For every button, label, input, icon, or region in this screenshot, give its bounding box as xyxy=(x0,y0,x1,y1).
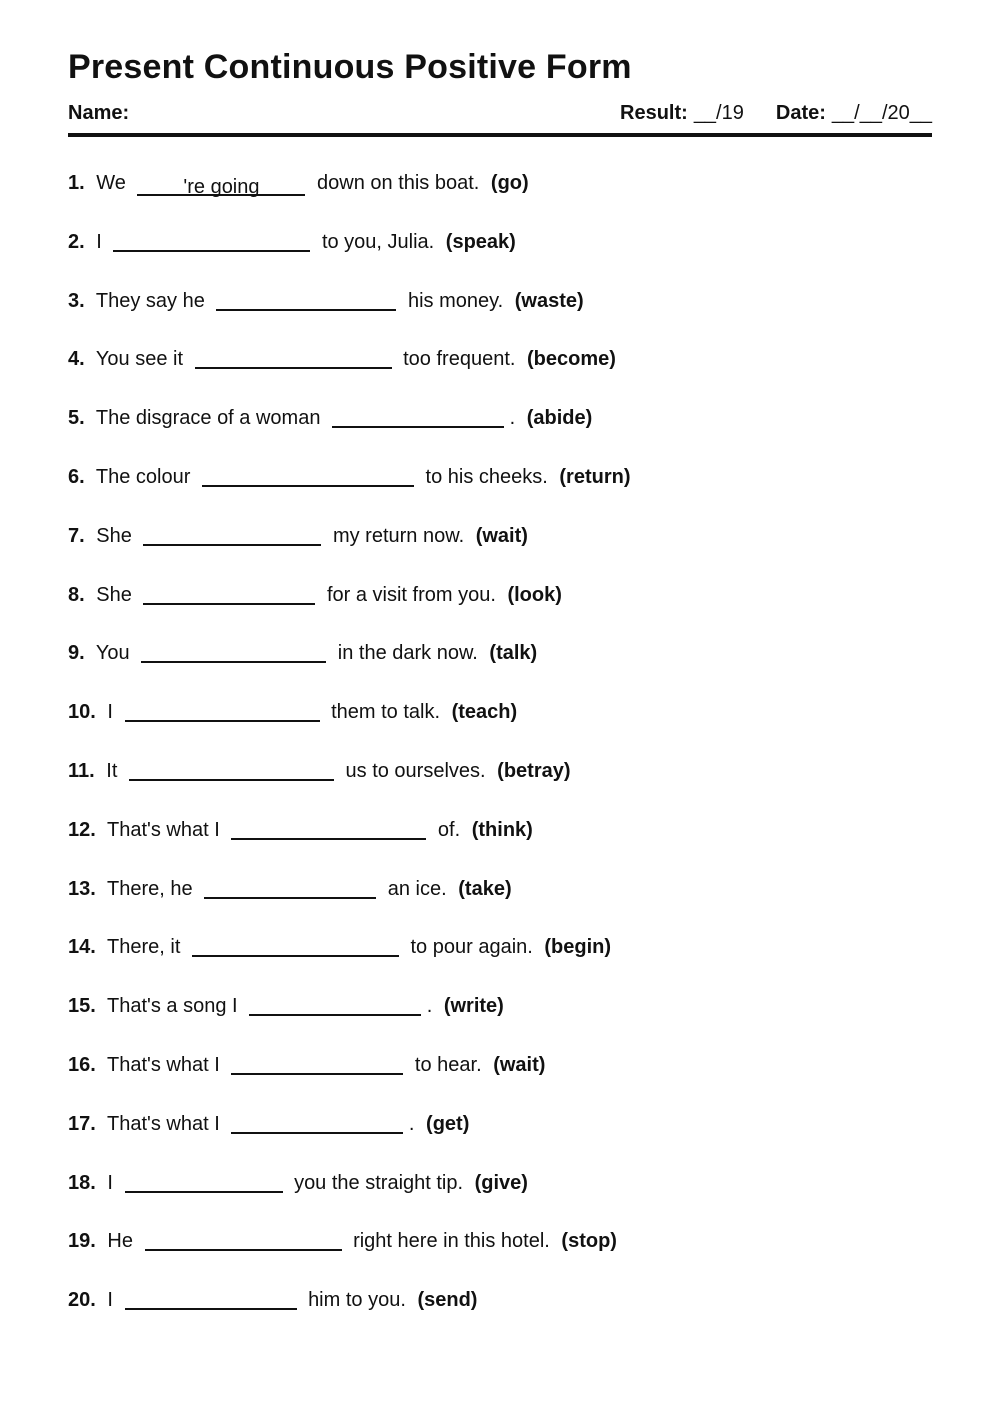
question-row xyxy=(68,817,932,843)
question-number: 13. xyxy=(68,877,96,900)
meta-row xyxy=(68,101,932,125)
question-text-before-blank: You xyxy=(95,642,130,665)
question-number: 6. xyxy=(68,465,85,488)
verb-hint: (take) xyxy=(458,877,512,900)
verb-hint: (return) xyxy=(559,465,631,488)
question-text-after-blank: down on this boat. xyxy=(317,172,480,194)
question-text-before-blank: I xyxy=(107,1289,113,1312)
answer-blank[interactable] xyxy=(231,820,426,840)
answer-blank[interactable] xyxy=(249,996,421,1016)
verb-hint: (wait) xyxy=(493,1053,546,1076)
question-text-before-blank: They say he xyxy=(95,289,205,312)
page-title: Present Continuous Positive Form xyxy=(68,48,632,86)
question-text-after-blank: for a visit from you. xyxy=(326,583,496,606)
answer-blank[interactable] xyxy=(204,879,376,899)
question-text-before-blank: That's a song I xyxy=(107,995,238,1018)
question-text-before-blank: That's what I xyxy=(107,1053,220,1076)
verb-hint: (write) xyxy=(443,995,504,1018)
answer-blank[interactable] xyxy=(125,1290,297,1310)
question-number: 11. xyxy=(68,759,95,782)
question-number: 14. xyxy=(68,936,96,959)
question-row xyxy=(68,523,932,549)
question-text-after-blank: right here in this hotel. xyxy=(353,1230,550,1253)
question-number: 3. xyxy=(68,289,85,312)
question-row xyxy=(68,1287,932,1313)
question-number: 15. xyxy=(68,995,96,1018)
question-text-before-blank: That's what I xyxy=(107,1112,220,1135)
verb-hint: (get) xyxy=(426,1112,470,1135)
question-text-after-blank: to you, Julia. xyxy=(321,230,435,253)
question-text-before-blank: It xyxy=(106,759,118,782)
verb-hint: (abide) xyxy=(526,407,593,430)
answer-blank[interactable] xyxy=(332,408,504,428)
question-number: 17. xyxy=(68,1112,96,1135)
answer-blank[interactable] xyxy=(143,526,321,546)
question-number: 8. xyxy=(68,583,85,606)
question-row xyxy=(68,934,932,960)
answer-blank[interactable] xyxy=(216,291,396,311)
question-text-before-blank: I xyxy=(96,230,102,253)
question-row xyxy=(68,1052,932,1078)
verb-hint: (become) xyxy=(527,348,616,371)
answer-blank[interactable] xyxy=(145,1231,342,1251)
question-list xyxy=(68,170,932,1313)
answer-blank[interactable] xyxy=(231,1055,403,1075)
verb-hint: (waste) xyxy=(514,289,584,312)
question-row xyxy=(68,229,932,255)
answer-blank[interactable] xyxy=(231,1114,403,1134)
verb-hint: (think) xyxy=(471,818,533,841)
question-text-after-blank: . xyxy=(408,1112,415,1135)
question-number: 19. xyxy=(68,1230,96,1253)
question-text-after-blank: to pour again. xyxy=(410,936,533,959)
question-text-before-blank: That's what I xyxy=(107,818,220,841)
question-number: 20. xyxy=(68,1289,96,1312)
question-text-after-blank: too frequent. xyxy=(403,348,516,371)
question-number: 9. xyxy=(68,642,85,665)
question-number: 4. xyxy=(68,348,85,371)
question-text-before-blank: The colour xyxy=(95,465,191,488)
question-row xyxy=(68,1170,932,1196)
question-text-after-blank: him to you. xyxy=(308,1289,406,1312)
date-blank[interactable]: __/__/20__ xyxy=(831,102,932,124)
question-text-before-blank: We xyxy=(96,172,126,194)
name-label: Name: xyxy=(68,102,130,124)
date-label: Date: xyxy=(775,102,826,124)
question-number: 16. xyxy=(68,1053,96,1076)
question-number: 18. xyxy=(68,1171,96,1194)
question-row xyxy=(68,758,932,784)
verb-hint: (betray) xyxy=(497,759,571,782)
verb-hint: (give) xyxy=(474,1171,528,1194)
header-divider xyxy=(68,133,932,137)
question-text-after-blank: to hear. xyxy=(414,1053,482,1076)
verb-hint: (stop) xyxy=(561,1230,617,1253)
answer-blank[interactable] xyxy=(113,232,310,252)
question-row xyxy=(68,640,932,666)
answer-text: 're going xyxy=(183,176,260,198)
verb-hint: (go) xyxy=(490,172,529,194)
question-number: 1. xyxy=(68,172,85,194)
question-row xyxy=(68,288,932,314)
question-row xyxy=(68,405,932,431)
question-text-before-blank: He xyxy=(107,1230,133,1253)
question-text-before-blank: She xyxy=(96,524,132,547)
question-number: 12. xyxy=(68,818,96,841)
question-row xyxy=(68,582,932,608)
question-text-after-blank: in the dark now. xyxy=(337,642,478,665)
question-text-before-blank: I xyxy=(107,1171,113,1194)
question-text-after-blank: . xyxy=(509,407,516,430)
question-text-after-blank: . xyxy=(426,995,433,1018)
answer-blank[interactable] xyxy=(195,349,392,369)
question-row xyxy=(68,346,932,372)
verb-hint: (send) xyxy=(417,1289,478,1312)
answer-blank[interactable] xyxy=(125,1173,283,1193)
verb-hint: (teach) xyxy=(451,701,518,724)
answer-blank[interactable] xyxy=(141,643,326,663)
question-number: 7. xyxy=(68,524,85,547)
verb-hint: (talk) xyxy=(489,642,538,665)
question-text-after-blank: of. xyxy=(437,818,461,841)
result-blank[interactable]: __/19 xyxy=(693,102,744,124)
answer-blank[interactable] xyxy=(125,702,320,722)
question-text-after-blank: you the straight tip. xyxy=(294,1171,464,1194)
question-number: 10. xyxy=(68,701,96,724)
question-text-after-blank: us to ourselves. xyxy=(345,759,486,782)
verb-hint: (wait) xyxy=(475,524,528,547)
question-row xyxy=(68,876,932,902)
question-row xyxy=(68,699,932,725)
question-text-before-blank: I xyxy=(107,701,113,724)
answer-blank[interactable] xyxy=(202,467,414,487)
question-text-after-blank: them to talk. xyxy=(331,701,440,724)
verb-hint: (speak) xyxy=(445,230,516,253)
question-text-after-blank: my return now. xyxy=(332,524,465,547)
verb-hint: (look) xyxy=(507,583,562,606)
answer-blank[interactable] xyxy=(143,585,315,605)
question-text-before-blank: You see it xyxy=(95,348,183,371)
verb-hint: (begin) xyxy=(544,936,612,959)
answer-blank[interactable] xyxy=(129,761,334,781)
answer-blank[interactable] xyxy=(137,176,305,196)
question-row xyxy=(68,170,932,196)
question-row xyxy=(68,1228,932,1254)
question-text-before-blank: The disgrace of a woman xyxy=(95,407,321,430)
question-row xyxy=(68,464,932,490)
question-text-before-blank: There, he xyxy=(107,877,193,900)
question-text-before-blank: There, it xyxy=(107,936,181,959)
question-row xyxy=(68,993,932,1019)
question-number: 2. xyxy=(68,230,85,253)
question-number: 5. xyxy=(68,407,85,430)
question-text-after-blank: his money. xyxy=(407,289,504,312)
result-label: Result: xyxy=(620,102,688,124)
meta-right xyxy=(620,101,932,125)
answer-blank[interactable] xyxy=(192,937,399,957)
question-text-before-blank: She xyxy=(96,583,132,606)
question-row xyxy=(68,1111,932,1137)
question-text-after-blank: an ice. xyxy=(387,877,447,900)
question-text-after-blank: to his cheeks. xyxy=(425,465,548,488)
